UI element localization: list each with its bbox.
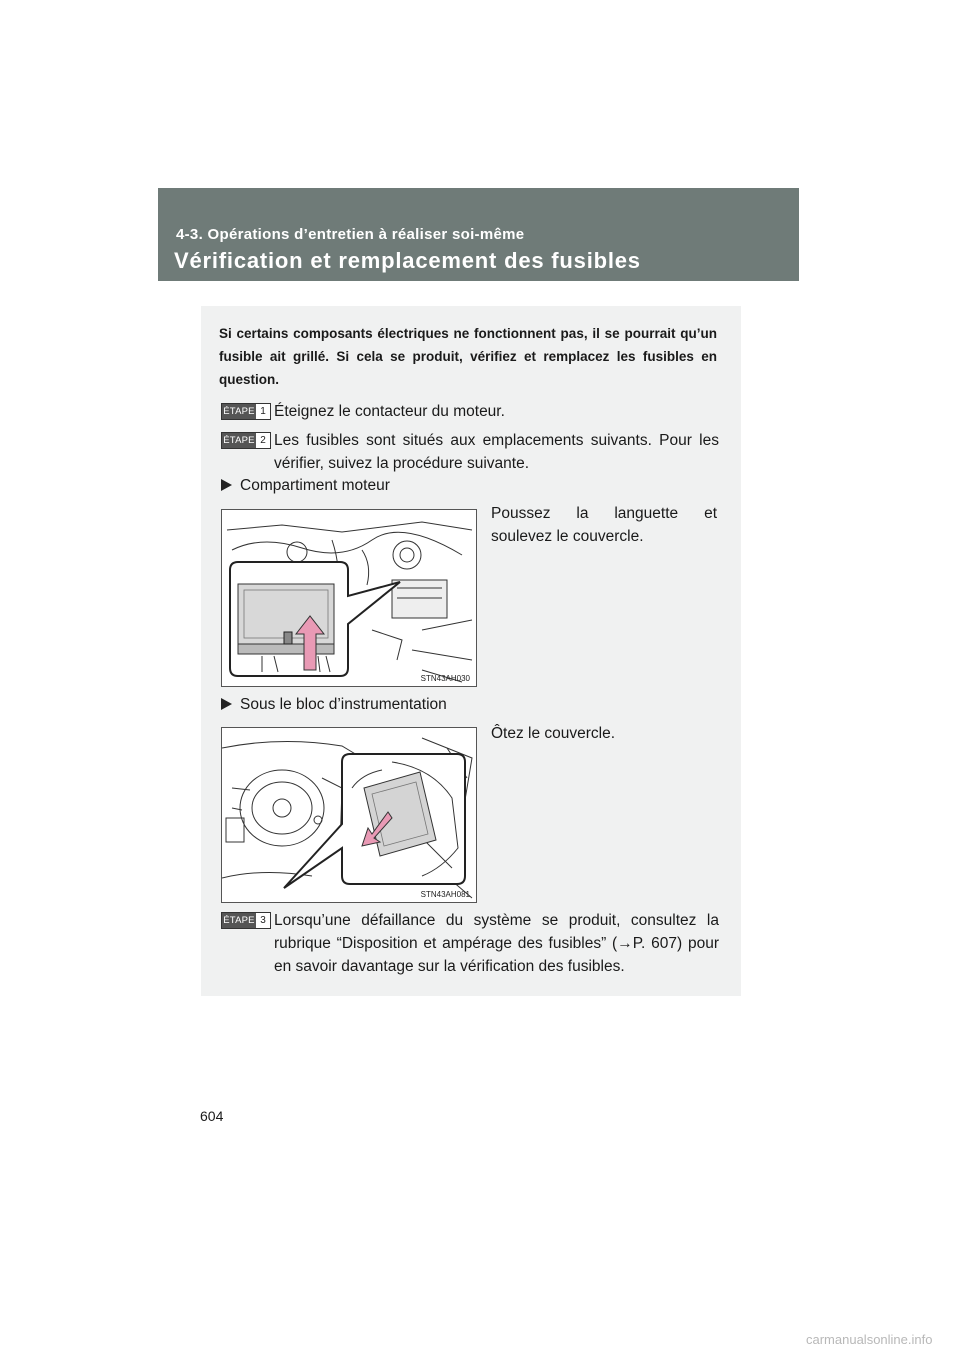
step-text: Les fusibles sont situés aux emplacements suivants. Pour les vérifier, suivez la procédure suivante.	[274, 432, 719, 472]
instrument-panel-caption: Ôtez le couvercle.	[491, 725, 616, 742]
location-engine: Compartiment moteur	[221, 474, 390, 497]
engine-caption: Poussez la languette et soulevez le couvercle.	[491, 505, 717, 545]
watermark: carmanualsonline.info	[806, 1332, 933, 1347]
location-instrument-panel: Sous le bloc d’instrumentation	[221, 693, 447, 716]
instrument-panel-illustration	[222, 728, 476, 902]
section-label: 4-3. Opérations d’entretien à réaliser soi-même	[176, 226, 525, 243]
engine-compartment-illustration	[222, 510, 476, 686]
step-text: Éteignez le contacteur du moteur.	[274, 403, 505, 420]
triangle-bullet-icon	[221, 479, 232, 491]
page-number: 604	[200, 1108, 224, 1124]
chapter-header	[158, 188, 799, 281]
page-title: Vérification et remplacement des fusibles	[174, 248, 641, 273]
content-panel	[201, 306, 741, 996]
figure-code: STN43AH081	[420, 890, 470, 899]
intro-text: Si certains composants électriques ne fonctionnent pas, il se pourrait qu’un fusible ait grillé. Si cela se produit, vérifiez et remplacez les fusibles en question.	[219, 326, 717, 387]
instrument-panel-fuse-figure	[221, 727, 477, 903]
step-text: Lorsqu’une défaillance du système se produit, consultez la rubrique “Disposition et ampérage des fusibles” (→P. 607) pour en savoir davantage sur la vérification des fusibles.	[274, 912, 719, 975]
engine-fuse-box-figure	[221, 509, 477, 687]
figure-code: STN43AH030	[420, 674, 470, 683]
step-badge: ÉTAPE 1	[221, 403, 271, 420]
triangle-bullet-icon	[221, 698, 232, 710]
step-badge: ÉTAPE 3	[221, 912, 271, 929]
step-badge: ÉTAPE 2	[221, 432, 271, 449]
